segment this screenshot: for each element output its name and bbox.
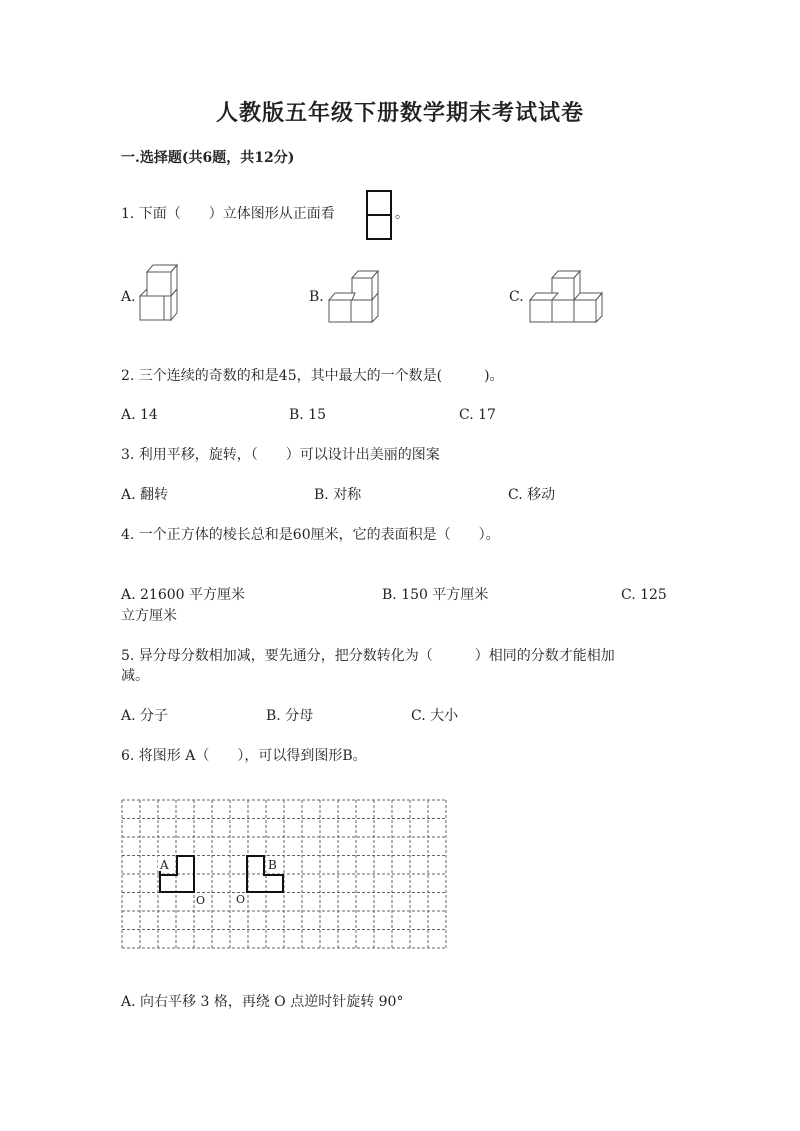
transformation-grid-figure bbox=[120, 798, 446, 950]
point-o-left: O bbox=[196, 894, 206, 907]
question-4-stem: 4. 一个正方体的棱长总和是60厘米，它的表面积是（ ）。 bbox=[121, 527, 500, 543]
question-2-option-c: C. 17 bbox=[459, 407, 496, 423]
question-5-stem-line1: 5. 异分母分数相加减，要先通分，把分数转化为（ ）相同的分数才能相加 bbox=[121, 648, 615, 664]
question-4-option-c-cont: 立方厘米 bbox=[121, 608, 177, 624]
option-a-cubes-icon bbox=[139, 264, 179, 324]
front-view-icon bbox=[366, 190, 392, 242]
question-5-stem-line2: 减。 bbox=[121, 668, 149, 684]
page-title: 人教版五年级下册数学期末考试试卷 bbox=[215, 100, 584, 126]
question-2-option-a: A. 14 bbox=[121, 407, 158, 423]
option-b-cubes-icon bbox=[328, 270, 380, 324]
question-1-option-c: C. bbox=[509, 289, 524, 305]
question-1-tail: 。 bbox=[395, 206, 409, 222]
question-3-option-c: C. 移动 bbox=[508, 487, 556, 503]
question-3-option-a: A. 翻转 bbox=[121, 487, 169, 503]
question-2-option-b: B. 15 bbox=[289, 407, 327, 423]
question-5-option-b: B. 分母 bbox=[266, 708, 314, 724]
question-4-option-c: C. 125 bbox=[621, 587, 667, 603]
question-3-option-b: B. 对称 bbox=[314, 487, 362, 503]
question-4-option-b: B. 150 平方厘米 bbox=[382, 587, 489, 603]
question-1-stem: 1. 下面（ ）立体图形从正面看 bbox=[121, 206, 335, 222]
question-6-option-a: A. 向右平移 3 格，再绕 O 点逆时针旋转 90° bbox=[121, 994, 404, 1010]
label-b: B bbox=[268, 858, 277, 872]
question-5-option-c: C. 大小 bbox=[411, 708, 459, 724]
question-1-option-b: B. bbox=[309, 289, 324, 305]
point-o-right: O bbox=[236, 893, 246, 906]
question-5-option-a: A. 分子 bbox=[121, 708, 169, 724]
question-4-option-a: A. 21600 平方厘米 bbox=[121, 587, 245, 603]
question-3-stem: 3. 利用平移，旋转，（ ）可以设计出美丽的图案 bbox=[121, 447, 440, 463]
label-a: A bbox=[160, 858, 169, 872]
question-6-stem: 6. 将图形 A（ ），可以得到图形B。 bbox=[121, 748, 367, 764]
question-1-option-a: A. bbox=[121, 289, 136, 305]
option-c-cubes-icon bbox=[529, 270, 604, 324]
section-heading: 一.选择题(共6题，共12分) bbox=[121, 150, 295, 166]
question-2-stem: 2. 三个连续的奇数的和是45，其中最大的一个数是( )。 bbox=[121, 368, 504, 384]
